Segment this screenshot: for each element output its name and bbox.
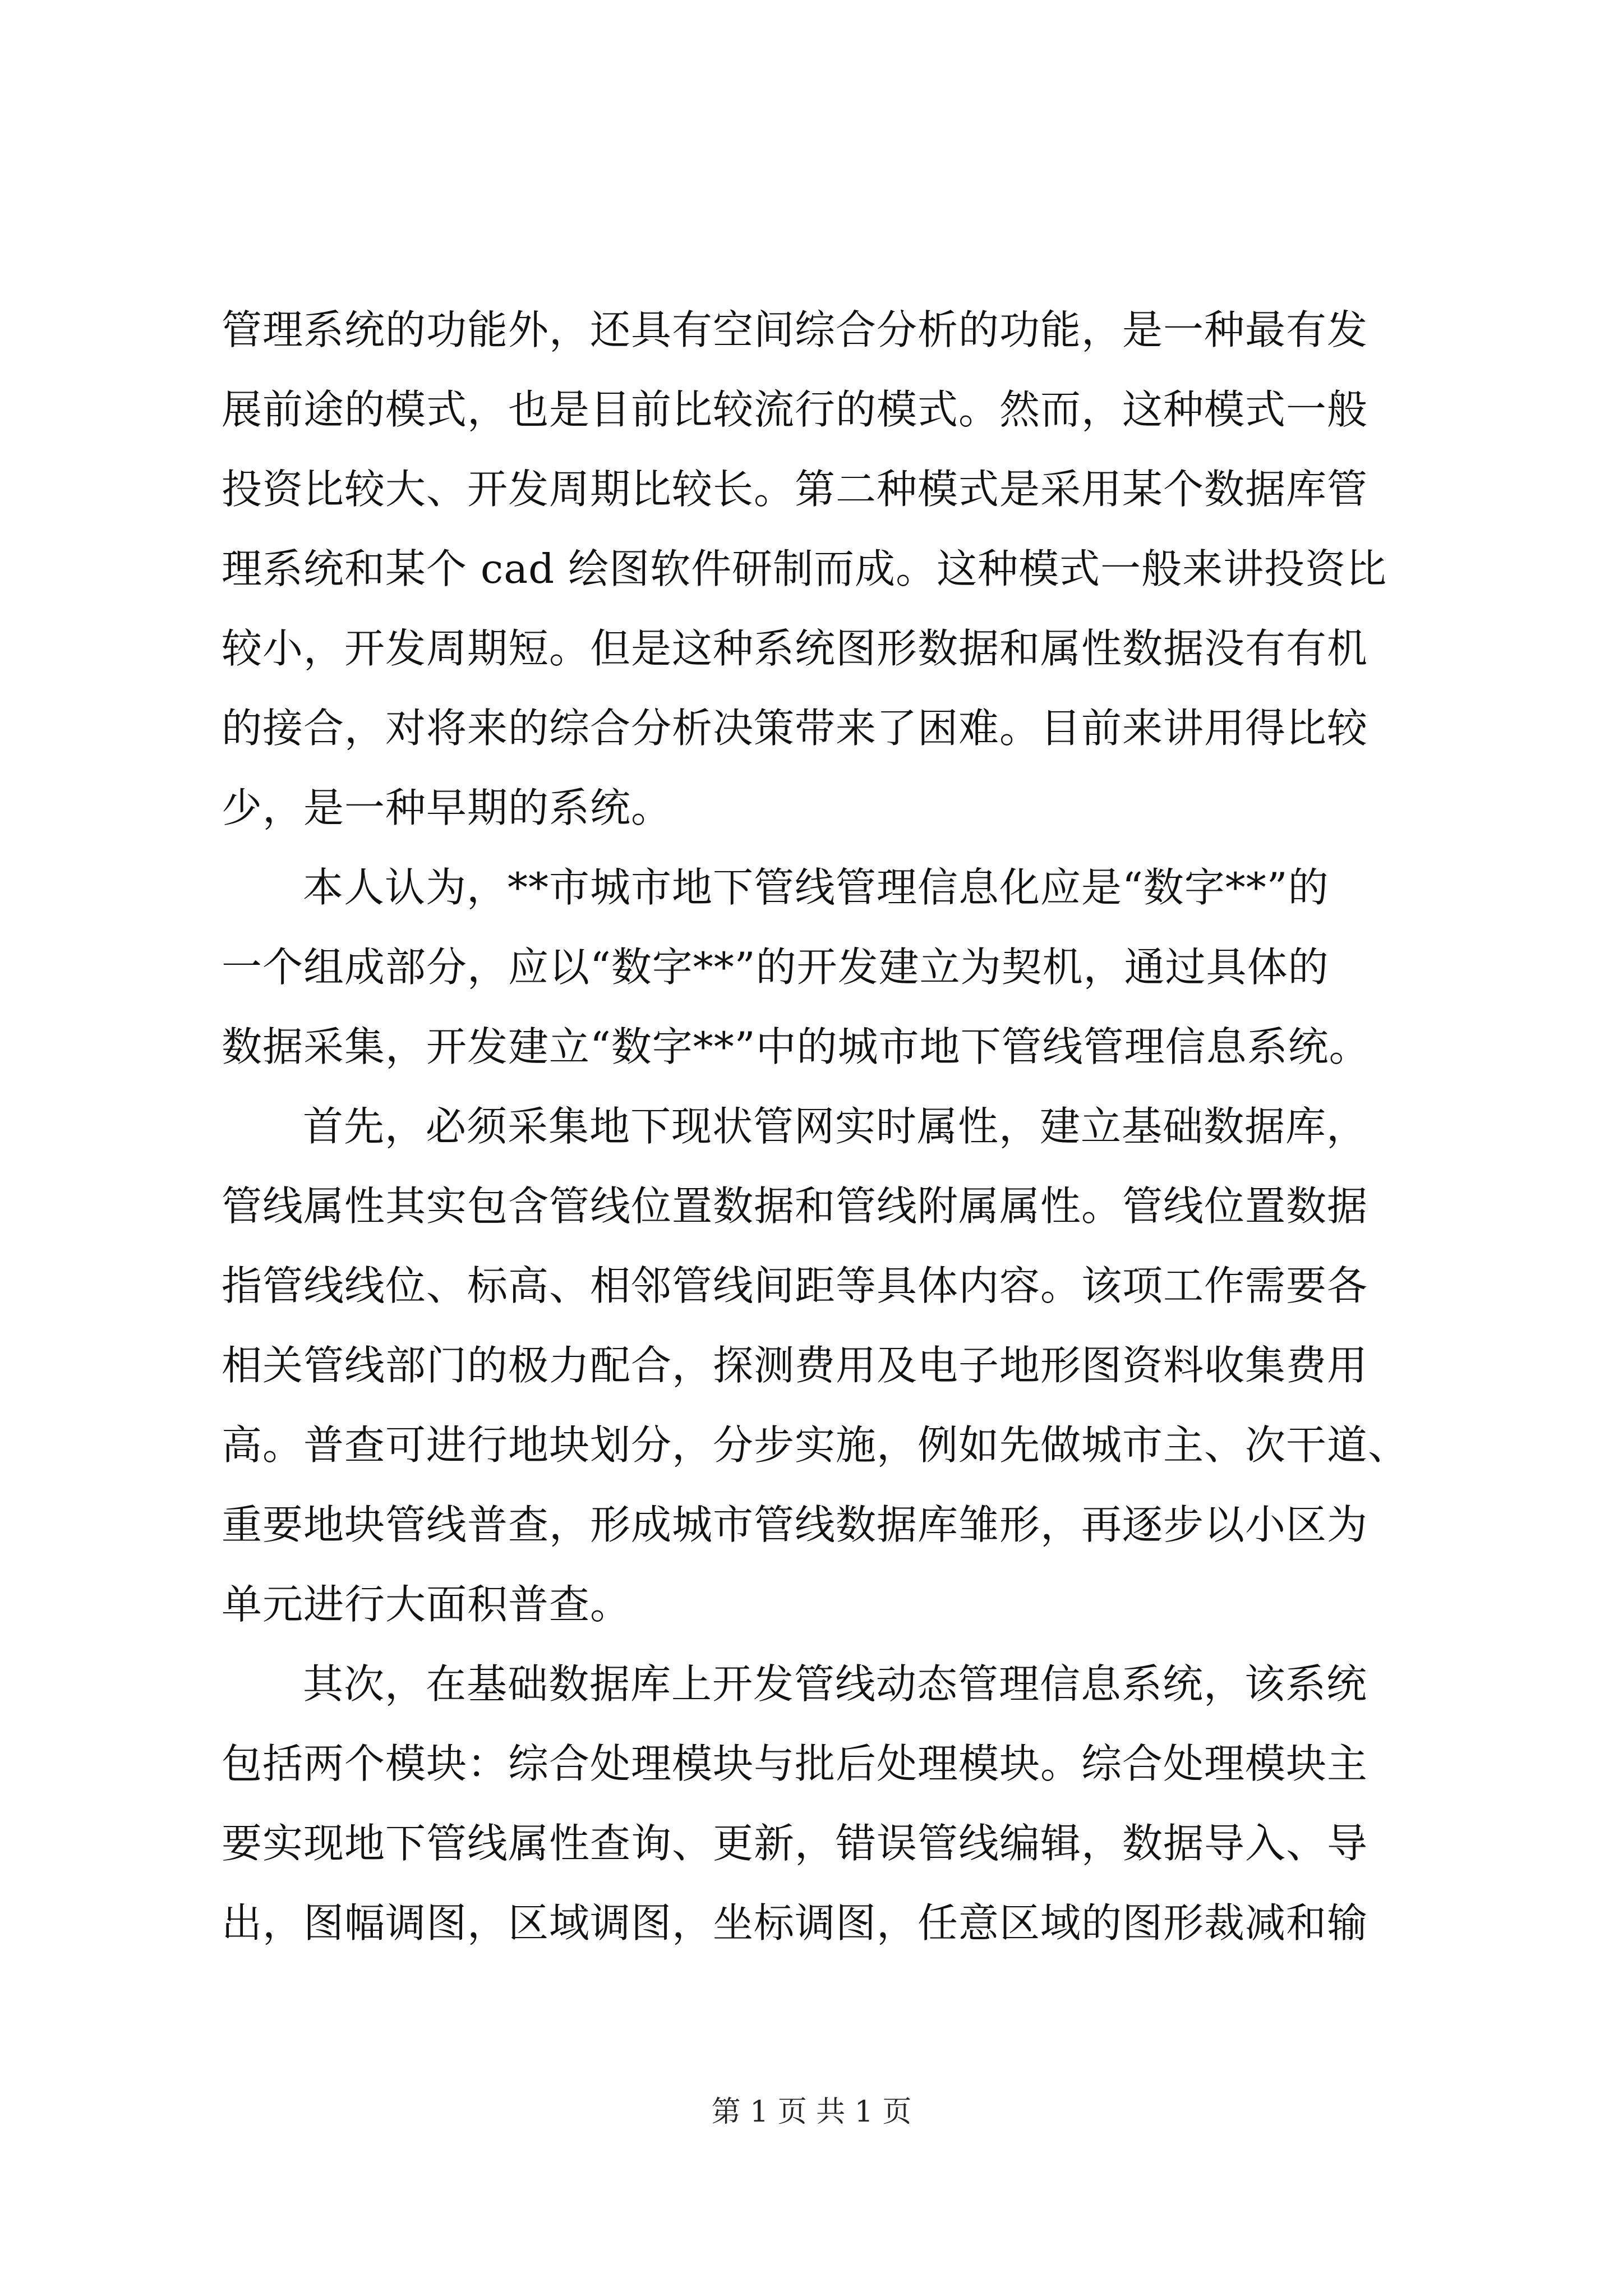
text-line: 少，是一种早期的系统。 [222, 784, 672, 831]
text-line: 理系统和某个 cad 绘图软件研制而成。这种模式一般来讲投资比 [222, 545, 1387, 592]
text-line: 要实现地下管线属性查询、更新，错误管线编辑，数据导入、导 [222, 1820, 1368, 1867]
text-line: 投资比较大、开发周期比较长。第二种模式是采用某个数据库管 [222, 466, 1368, 513]
text-line: 管理系统的功能外，还具有空间综合分析的功能，是一种最有发 [222, 306, 1368, 353]
text-line: 包括两个模块：综合处理模块与批后处理模块。综合处理模块主 [222, 1740, 1368, 1787]
text-line: 一个组成部分，应以“数字**”的开发建立为契机，通过具体的 [222, 944, 1329, 991]
page-footer: 第 1 页 共 1 页 [711, 2095, 912, 2129]
paragraph-first-line: 其次，在基础数据库上开发管线动态管理信息系统，该系统 [303, 1660, 1368, 1708]
text-line: 单元进行大面积普查。 [222, 1581, 631, 1628]
text-line: 的接合，对将来的综合分析决策带来了困难。目前来讲用得比较 [222, 705, 1368, 752]
text-line: 相关管线部门的极力配合，探测费用及电子地形图资料收集费用 [222, 1342, 1368, 1389]
text-line: 展前途的模式，也是目前比较流行的模式。然而，这种模式一般 [222, 386, 1368, 433]
text-line: 高。普查可进行地块划分，分步实施，例如先做城市主、次干道、 [222, 1421, 1409, 1469]
paragraph-first-line: 首先，必须采集地下现状管网实时属性，建立基础数据库， [303, 1103, 1368, 1150]
text-line: 出，图幅调图，区域调图，坐标调图，任意区域的图形裁减和输 [222, 1899, 1368, 1947]
text-line: 数据采集，开发建立“数字**”中的城市地下管线管理信息系统。 [222, 1023, 1370, 1070]
paragraph-first-line: 本人认为，**市城市地下管线管理信息化应是“数字**”的 [303, 864, 1329, 911]
text-line: 管线属性其实包含管线位置数据和管线附属属性。管线位置数据 [222, 1182, 1368, 1230]
text-line: 指管线线位、标高、相邻管线间距等具体内容。该项工作需要各 [222, 1262, 1368, 1309]
text-line: 较小，开发周期短。但是这种系统图形数据和属性数据没有有机 [222, 625, 1368, 672]
text-line: 重要地块管线普查，形成城市管线数据库雏形，再逐步以小区为 [222, 1501, 1368, 1548]
